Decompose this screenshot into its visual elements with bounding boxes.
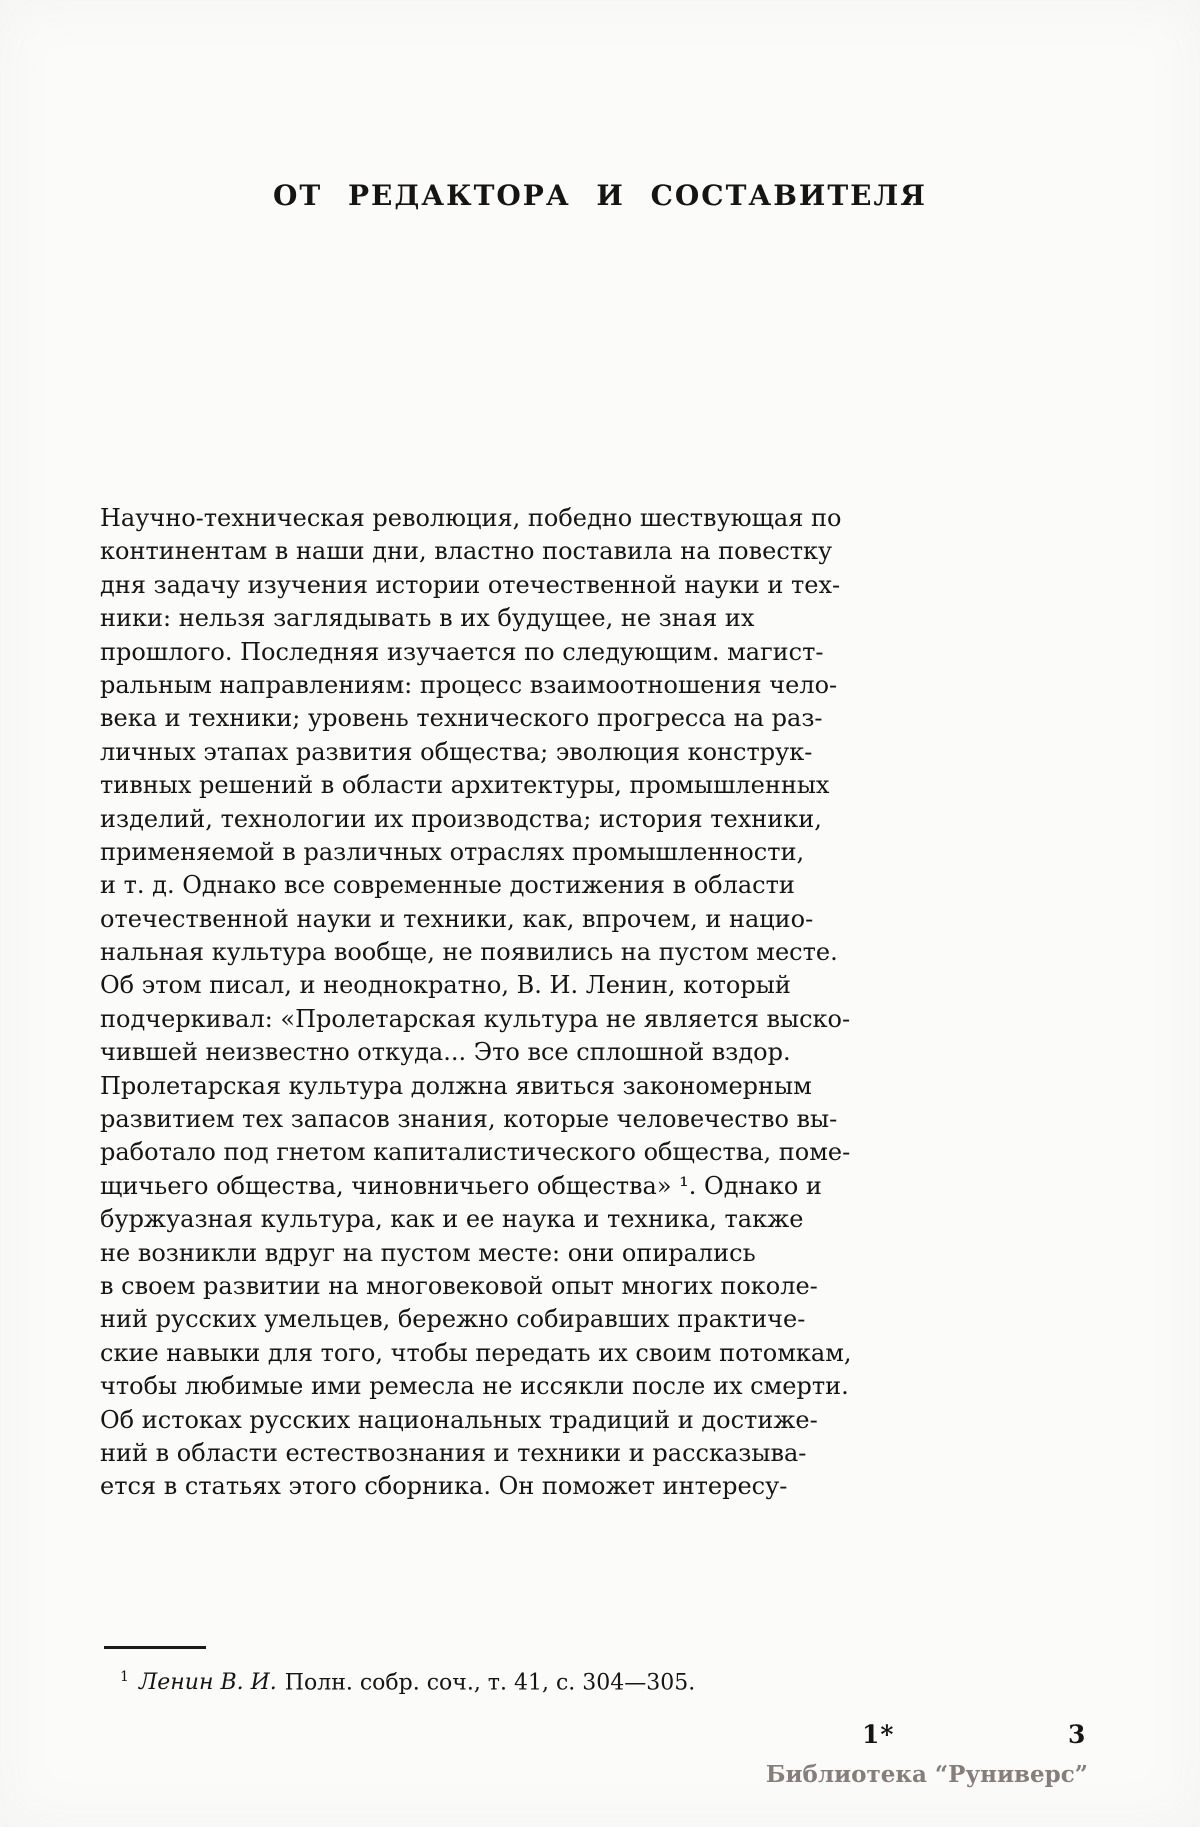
body-line: века и техники; уровень технического прогресса на раз- [100, 704, 823, 733]
body-line: континентам в наши дни, властно поставила на повестку [100, 537, 833, 566]
body-line: и т. д. Однако все современные достижения в области [100, 871, 795, 900]
footnote-reference: Полн. собр. соч., т. 41, с. 304—305. [284, 1670, 696, 1696]
page-number: 3 [1068, 1720, 1086, 1749]
footnote-marker: 1 [120, 1669, 129, 1685]
page-title: ОТ РЕДАКТОРА И СОСТАВИТЕЛЯ [273, 178, 927, 212]
body-line: Научно-техническая революция, победно шествующая по [100, 504, 842, 532]
body-line: чившей неизвестно откуда... Это все сплошной вздор. [100, 1038, 791, 1067]
body-line: Об этом писал, и неоднократно, В. И. Ленин, который [100, 971, 791, 1000]
body-line: тивных решений в области архитектуры, промышленных [100, 771, 830, 800]
body-line: не возникли вдруг на пустом месте: они опирались [100, 1238, 756, 1267]
body-line: ний русских умельцев, бережно собиравших практиче- [100, 1305, 806, 1334]
body-paragraph [100, 502, 940, 1504]
body-line: дня задачу изучения истории отечественной науки и тех- [100, 570, 841, 599]
body-line: ские навыки для того, чтобы передать их своим потомкам, [100, 1338, 852, 1367]
library-watermark: Библиотека “Руниверс” [765, 1761, 1088, 1788]
body-line: ется в статьях этого сборника. Он поможет интересу- [100, 1472, 788, 1501]
body-line: ральным направлениям: процесс взаимоотношения чело- [100, 670, 838, 699]
body-line: чтобы любимые ими ремесла не иссякли после их смерти. [100, 1372, 849, 1401]
body-line: развитием тех запасов знания, которые человечество вы- [100, 1105, 838, 1134]
body-line: личных этапах развития общества; эволюция конструк- [100, 737, 813, 766]
footnote-separator [104, 1646, 206, 1649]
body-line: Пролетарская культура должна явиться закономерным [100, 1071, 812, 1100]
body-line: в своем развитии на многовековой опыт многих поколе- [100, 1271, 818, 1300]
body-line: щичьего общества, чиновничьего общества» ¹. Однако и [100, 1171, 822, 1200]
body-line: ники: нельзя заглядывать в их будущее, не зная их [100, 604, 755, 633]
body-line: применяемой в различных отраслях промышленности, [100, 837, 805, 866]
body-line: нальная культура вообще, не появились на пустом месте. [100, 938, 838, 967]
body-line: работало под гнетом капиталистического общества, поме- [100, 1138, 851, 1167]
footnote-author: Ленин В. И. [138, 1670, 277, 1696]
body-line: прошлого. Последняя изучается по следующим. магист- [100, 637, 824, 666]
body-line: отечественной науки и техники, как, впрочем, и нацио- [100, 904, 814, 933]
body-line: ний в области естествознания и техники и рассказыва- [100, 1438, 807, 1467]
body-line: подчеркивал: «Пролетарская культура не является выско- [100, 1004, 851, 1033]
signature-mark: 1* [862, 1720, 895, 1749]
body-line: буржуазная культура, как и ее наука и техника, также [100, 1205, 804, 1234]
footnote [120, 1662, 920, 1698]
body-line: изделий, технологии их производства; история техники, [100, 804, 822, 833]
body-line: Об истоках русских национальных традиций и достиже- [100, 1405, 818, 1434]
